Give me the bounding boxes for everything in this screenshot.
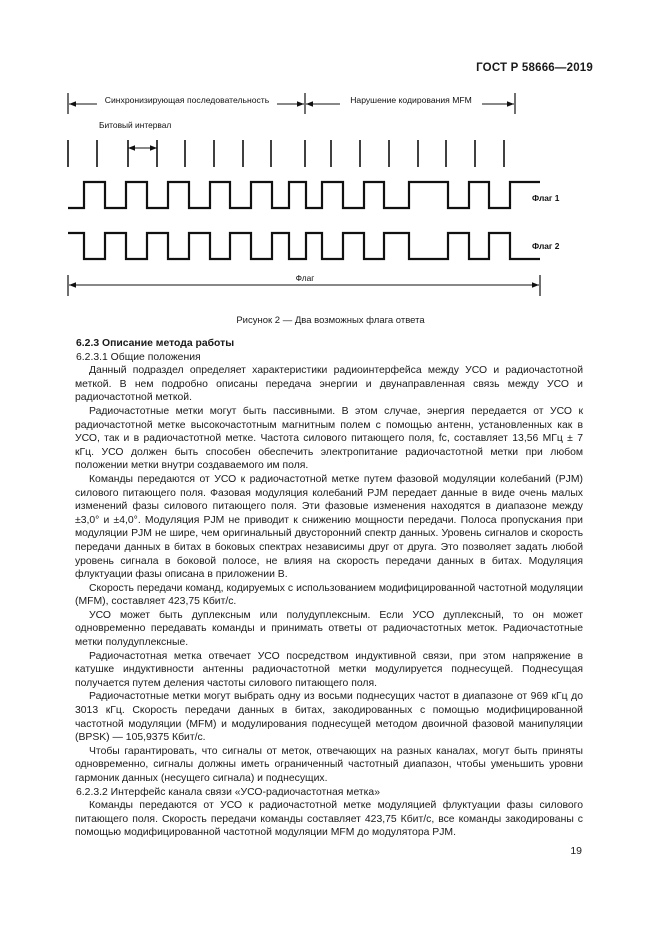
sync-sequence-label: Синхронизирующая последовательность [104,95,270,105]
flag-timing-diagram [0,0,661,310]
bit-ticks [68,140,504,167]
page-number: 19 [570,845,582,857]
flag-1-waveform [68,182,540,208]
paragraphs-general [75,364,583,785]
flag-1-label: Флаг 1 [532,193,560,203]
paragraph: Радиочастотная метка отвечает УСО посредством индуктивной связи, при этом напряжение в катушке индуктивности антенны радиочастотной метки модулируется поднесущей. Поднесущая получается путем деления частоты силового питающего поля. [75,650,583,689]
document-id: ГОСТ Р 58666—2019 [476,62,593,74]
mfm-violation-label: Нарушение кодирования MFM [350,95,472,105]
paragraph: Команды передаются от УСО к радиочастотной метке модуляцией флуктуации фазы силового питающего поля. Скорость передачи команды составляет 423,75 Кбит/с, все команды закодированы с помощью модифицированной частотной модуляции MFM до модулятора PJM. [75,800,583,839]
subsection-heading-1: 6.2.3.1 Общие положения [76,351,201,363]
flag-2-label: Флаг 2 [532,241,560,251]
section-body [75,337,583,840]
paragraph: УСО может быть дуплексным или полудуплексным. Если УСО дуплексный, то он может одновременно передавать команды и принимать ответы от радиочастотных меток. Радиочастотные метки полудуплексные. [75,609,583,649]
paragraph: Радиочастотные метки могут быть пассивными. В этом случае, энергия передается от УСО к радиочастотной метке высокочастотным магнитным полем с помощью антенн, установленных как в УСО, так и в радиочастотной метке. Частота силового питающего поля, fc, составляет 13,56 МГц ± 7 кГц. УСО должен быть способен обеспечить электропитание радиочастотной метки при любом положении метки внутри создаваемого им поля. [75,405,583,472]
bit-interval-label: Битовый интервал [99,120,172,130]
paragraph: Скорость передачи команд, кодируемых с использованием модифицированной частотной модуляции (MFM), составляет 423,75 Кбит/с. [75,582,583,608]
flag-span-label: Флаг [295,273,315,283]
paragraph: Радиочастотные метки могут выбрать одну из восьми поднесущих частот в диапазоне от 969 кГц до 3013 кГц. Скорость передачи данных в битах, закодированных с помощью модифицированной частотной модуляции (MFM) и модулирования поднесущей методом двоичной фазовой манипуляции (BPSK) — 105,9375 Кбит/с. [75,691,583,744]
subsection-heading-2: 6.2.3.2 Интерфейс канала связи «УСО-радиочастотная метка» [76,786,380,798]
section-heading: 6.2.3 Описание метода работы [76,338,235,349]
paragraphs-interface [75,799,583,840]
paragraph: Команды передаются от УСО к радиочастотной метке путем фазовой модуляции колебаний (PJM) силового питающего поля. Фазовая модуляция колебаний PJM передает данные в виде очень малых изменений фазы силового питающего поля. Эти фазовые изменения находятся в диапазоне между ±3,0° и ±4,0°. Модуляция PJM не приводит к снижению мощности передачи. Полоса пропускания при модуляции PJM не шире, чем оригинальный двусторонний спектр данных. Уровень сигналов и скорость передачи данных в битах в боковых спектрах независимы друг от друга. Это позволяет задать любой уровень сигнала в боковой полосе, не влияя на скорость передачи данных в битах. Модуляция флуктуации фазы описана в приложении В. [75,473,583,581]
figure-caption: Рисунок 2 — Два возможных флага ответа [236,315,425,326]
paragraph: Чтобы гарантировать, что сигналы от меток, отвечающих на разных каналах, могут быть приняты одновременно, сигналы должны иметь ограниченный частотный диапазон, чтобы уменьшить уровни гармоник данных (несущего сигнала) и поднесущих. [75,745,583,784]
paragraph: Данный подраздел определяет характеристики радиоинтерфейса между УСО и радиочастотной меткой. В нем подробно описаны передача энергии и двунаправленная связь между УСО и радиочастотной меткой. [75,365,583,404]
flag-2-waveform [68,233,540,259]
